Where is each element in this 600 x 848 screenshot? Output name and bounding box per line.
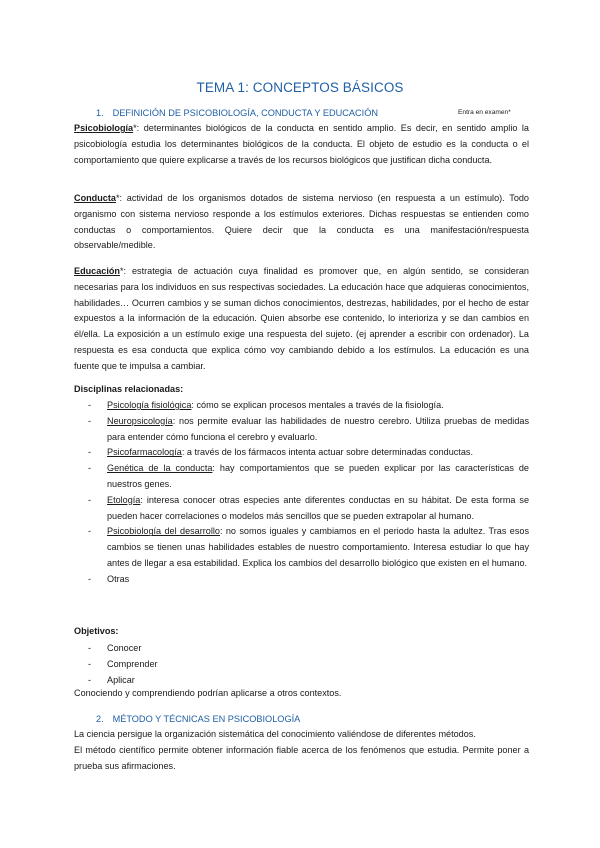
disciplines-list [88,398,529,588]
list-dash: - [88,494,92,505]
list-item [88,673,529,689]
exam-note: Entra en examen* [458,109,511,116]
list-item [88,461,529,493]
section-1-number: 1. [96,108,104,118]
list-dash: - [88,400,92,410]
discipline-text: : no somos iguales y cambiamos en el periodo hasta la adultez. Tras esos cambios se tienen unas habilidades estables de nuestro comportamiento. Interesa estudiar lo que hay antes de llegar a esa estabilidad. Explica los cambios del desarrollo biológico que existen en el humano. [107,526,529,568]
objectives-heading: Objetivos: [74,626,119,636]
definition-conducta [74,191,529,254]
objectives-closing: Conociendo y comprendiendo podrían aplicarse a otros contextos. [74,688,342,698]
definition-term: Conducta [74,193,116,203]
definition-educacion [74,264,529,375]
definition-marker: *: [115,193,123,203]
section-2-paragraph-2: El método científico permite obtener información fiable acerca de los fenómenos que estudia. Permite poner a prueba sus afirmaciones. [74,745,529,771]
discipline-name: Psicobiología del desarrollo [107,526,220,537]
objective-text: Aplicar [107,674,135,685]
discipline-text: : cómo se explican procesos mentales a través de la fisiología. [191,400,444,410]
list-dash: - [88,463,92,474]
discipline-name: Psicología fisiológica [107,400,192,410]
discipline-text: : hay comportamientos que se pueden explicar por las características de nuestros genes. [107,463,529,489]
list-dash: - [88,674,92,685]
list-dash: - [88,447,92,458]
list-item [88,641,529,657]
list-item [88,493,529,525]
discipline-name: Psicofarmacología [107,447,182,458]
objective-text: Conocer [107,643,142,653]
list-dash: - [88,643,92,653]
discipline-name: Neuropsicología [107,415,173,426]
list-item [88,445,529,461]
section-2-number: 2. [96,714,104,724]
list-item [88,398,529,414]
document-title: TEMA 1: CONCEPTOS BÁSICOS [196,80,404,95]
list-item [88,572,529,588]
section-2-heading [96,714,300,724]
definition-term: Psicobiología [74,123,134,133]
list-item [88,657,529,673]
objective-text: Comprender [107,658,158,669]
definition-term: Educación [74,266,120,276]
definition-text: estrategia de actuación cuya finalidad es promover que, en algún sentido, se consideran necesarias para los individuos en sus respectivas sociedades. La educación hace que adquieras conocimientos, habilidades… Ocurren cambios y se suman dichos conocimientos, destrezas, habilidades, por el hecho de estar expuestos a la información de la educación. Quien absorbe ese contenido, lo interioriza y se dan cambios en él/ella. La exposición a un estímulo exige una respuesta del sujeto. (ej aprender a escribir con ordenador). La respuesta es esa conducta que explica cómo voy cambiando debido a los estímulos. La educación es una fuente que te impulsa a cambiar. [74,266,529,371]
discipline-text: : interesa conocer otras especies ante diferentes conductas en su hábitat. De esta forma se pueden hacer correlaciones o modelos más sencillos que se pueden extrapolar al humano. [107,494,529,521]
discipline-text: : a través de los fármacos intenta actuar sobre determinadas conductas. [181,447,473,458]
list-dash: - [88,658,92,669]
definition-marker: *: [133,123,140,133]
definition-psicobiologia [74,121,529,168]
list-item [88,414,529,446]
list-dash: - [88,415,92,426]
discipline-text: Otras [107,573,130,584]
discipline-text: : nos permite evaluar las habilidades de nuestro cerebro. Utiliza pruebas de medidas para entender cómo funciona el cerebro y evaluarlo. [107,415,529,442]
list-dash: - [88,526,92,537]
list-dash: - [88,573,92,584]
discipline-name: Etología [107,494,141,505]
section-1-heading [96,108,378,118]
section-2-title: MÉTODO Y TÉCNICAS EN PSICOBIOLOGÍA [112,714,301,724]
section-2-paragraph-1: La ciencia persigue la organización sistemática del conocimiento valiéndose de diferentes métodos. [74,729,476,739]
list-item [88,524,529,571]
section-1-title: DEFINICIÓN DE PSICOBIOLOGÍA, CONDUCTA Y EDUCACIÓN [112,108,379,118]
disciplines-heading: Disciplinas relacionadas: [74,384,184,394]
definition-text: actividad de los organismos dotados de sistema nervioso (en respuesta a un estímulo). Todo organismo con sistema nervioso responde a los estímulos exteriores. Dichas respuestas se entienden como conductas o comportamientos. Quiere decir que la conducta es una manifestación/respuesta observable/medible. [74,193,529,251]
discipline-name: Genética de la conducta [107,463,213,474]
objectives-list [88,641,529,688]
definition-marker: *: [119,266,127,276]
definition-text: determinantes biológicos de la conducta en sentido amplio. Es decir, en sentido amplio la psicobiología estudia los determinantes biológicos de la conducta. El objeto de estudio es la conducta o el comportamiento que quiere explicarse a través de los recursos biológicos que justifican dicha conducta. [74,123,529,165]
